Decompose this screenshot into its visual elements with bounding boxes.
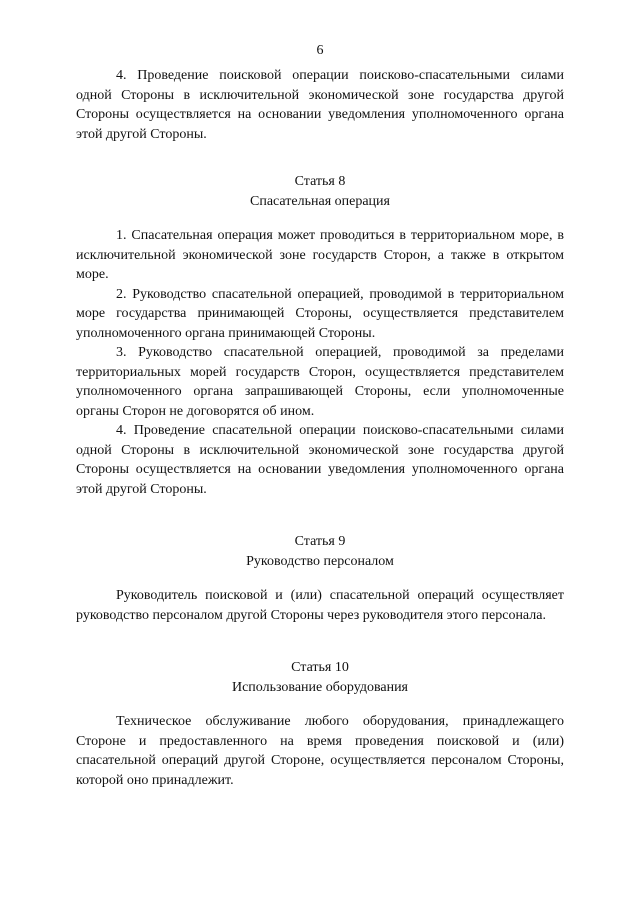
article-10-body <box>76 712 564 790</box>
article-8-paragraph-3: 3. Руководство спасательной операцией, проводимой за пределами территориальных морей государств Сторон, осуществляется представителем уполномоченного органа запрашивающей Стороны, если уполномоченные органы Сторон не договорятся об ином. <box>76 345 564 419</box>
article-9-title: Руководство персоналом <box>246 553 394 569</box>
article-9-paragraph-1: Руководитель поисковой и (или) спасательной операций осуществляет руководство персоналом другой Стороны через руководителя этого персонала. <box>76 588 564 623</box>
article-10-paragraph-1: Техническое обслуживание любого оборудования, принадлежащего Стороне и предоставленного на время проведения поисковой и (или) спасательной операций другой Стороне, осуществляется персоналом Стороны, которой оно принадлежит. <box>76 714 564 788</box>
article-8-paragraph-2: 2. Руководство спасательной операцией, проводимой в территориальном море государства принимающей Стороны, осуществляется представителем уполномоченного органа принимающей Стороны. <box>76 286 564 341</box>
article-8-paragraph-1: 1. Спасательная операция может проводиться в территориальном море, в исключительной экономической зоне государств Сторон, а также в открытом море. <box>76 228 564 282</box>
article-8-title: Спасательная операция <box>250 193 390 209</box>
document-page <box>76 0 564 905</box>
page-number: 6 <box>316 43 324 58</box>
article-10-title: Использование оборудования <box>231 679 409 695</box>
article-9-body <box>76 586 564 625</box>
article-8-heading <box>76 172 564 211</box>
article-8-number: Статья 8 <box>294 174 346 189</box>
article-8-body <box>76 226 564 499</box>
article-9-number: Статья 9 <box>294 534 346 549</box>
intro-paragraph: 4. Проведение поисковой операции поисково-спасательными силами одной Стороны в исключительной экономической зоне государства другой Стороны осуществляется на основании уведомления уполномоченного органа этой другой Стороны. <box>76 68 564 142</box>
article-8-paragraph-4: 4. Проведение спасательной операции поисково-спасательными силами одной Стороны в исключительной экономической зоне государства другой Стороны осуществляется на основании уведомления уполномоченного органа этой другой Стороны. <box>76 423 564 497</box>
article-10-number: Статья 10 <box>291 660 349 675</box>
article-9-heading <box>76 532 564 571</box>
intro-section <box>76 66 564 144</box>
article-10-heading <box>76 658 564 697</box>
